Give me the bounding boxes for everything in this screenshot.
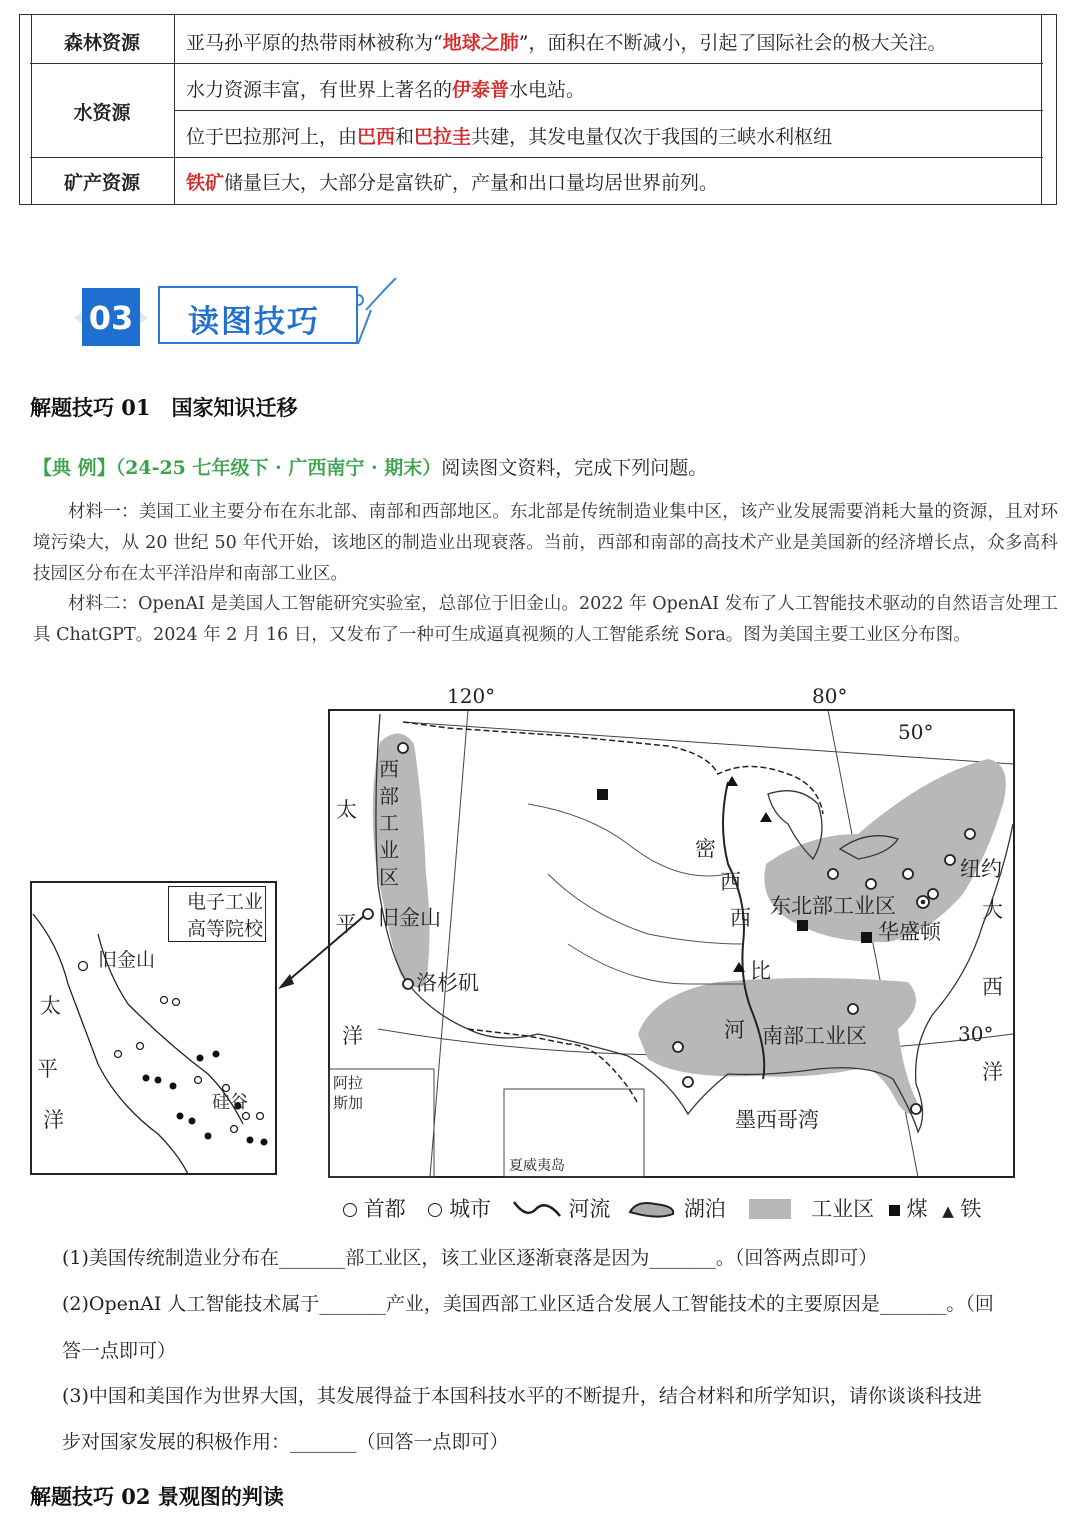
- industry-swatch-icon: [749, 1199, 791, 1219]
- atlantic-char-2: 西: [982, 975, 1003, 999]
- river-char-4: 比: [750, 959, 771, 983]
- legend-iron: 铁: [960, 1197, 982, 1221]
- row-text-forest: 亚马孙平原的热带雨林被称为“地球之肺”，面积在不断减小，引起了国际社会的极大关注。: [186, 32, 947, 54]
- dc-label: 华盛顿: [878, 920, 941, 944]
- row-text-water-1: 水力资源丰富，有世界上著名的伊泰普水电站。: [186, 79, 586, 101]
- inset-sf-label: 旧金山: [98, 949, 156, 971]
- atlantic-char-1: 大: [982, 898, 1003, 922]
- question-2-line-2: 答一点即可）: [62, 1340, 177, 1362]
- capital-symbol-icon: [343, 1203, 357, 1217]
- inset-pacific-2: 平: [37, 1057, 58, 1081]
- city-symbol-icon: [428, 1203, 442, 1217]
- hawaii-label: 夏威夷岛: [509, 1158, 565, 1174]
- river-symbol-icon: [512, 1198, 562, 1220]
- pacific-char-2: 平: [336, 912, 357, 936]
- lon-80-label: 80°: [812, 684, 848, 708]
- ny-label: 纽约: [960, 857, 1002, 881]
- west-region-label: 西 部 工 业 区: [379, 757, 399, 889]
- inset-legend: [168, 886, 266, 942]
- example-tag: 【典 例】: [33, 457, 116, 479]
- atlantic-char-3: 洋: [982, 1060, 1003, 1084]
- question-2-line-1: (2)OpenAI 人工智能技术属于_______产业，美国西部工业区适合发展人工智能技术的主要原因是_______。（回: [62, 1293, 994, 1315]
- river-char-1: 密: [695, 837, 716, 861]
- row-text-water-2: 位于巴拉那河上，由巴西和巴拉圭共建，其发电量仅次于我国的三峡水利枢纽: [186, 126, 833, 148]
- river-char-5: 河: [724, 1018, 745, 1042]
- lat-30-label: 30°: [958, 1022, 994, 1046]
- inset-pacific-1: 太: [40, 994, 61, 1018]
- banner-number: 03: [82, 288, 140, 346]
- inset-pacific-3: 洋: [43, 1108, 64, 1132]
- northeast-zone-label: 东北部工业区: [770, 894, 896, 918]
- table-row-divider: [174, 110, 1043, 111]
- lon-120-label: 120°: [447, 684, 496, 708]
- row-header-mineral: 矿产资源: [63, 172, 140, 194]
- legend-city: 城市: [449, 1197, 492, 1221]
- iron-symbol-icon: ▲: [942, 1202, 954, 1220]
- arrow-head: [278, 974, 294, 989]
- south-zone-label: 南部工业区: [762, 1024, 867, 1048]
- lake-symbol-icon: [627, 1198, 677, 1220]
- la-label: 洛杉矶: [416, 971, 479, 995]
- question-1: (1)美国传统制造业分布在_______部工业区，该工业区逐渐衰落是因为_______。（回答两点即可）: [62, 1247, 878, 1269]
- question-3-line-2: 步对国家发展的积极作用：_______（回答一点即可）: [62, 1431, 509, 1453]
- legend-industry: 工业区: [811, 1197, 875, 1221]
- river-char-2: 西: [720, 870, 741, 894]
- silicon-valley-label: 硅谷: [212, 1092, 248, 1113]
- legend-lake: 湖泊: [683, 1197, 726, 1221]
- inset-legend-electronics: 电子工业: [187, 891, 264, 913]
- section-heading: 解题技巧 01 国家知识迁移: [30, 395, 298, 420]
- row-text-mineral: 铁矿储量巨大，大部分是富铁矿，产量和出口量均居世界前列。: [186, 172, 719, 194]
- table-row-divider: [30, 63, 1043, 64]
- legend-capital: 首都: [363, 1197, 406, 1221]
- section-heading-2: 解题技巧 02 景观图的判读: [30, 1484, 284, 1509]
- row-header-forest: 森林资源: [63, 32, 140, 54]
- banner-title: 读图技巧: [188, 304, 320, 340]
- question-3-line-1: (3)中国和美国作为世界大国，其发展得益于本国科技水平的不断提升，结合材料和所学知识，请你谈谈科技进: [62, 1385, 982, 1407]
- example-source: （24-25 七年级下 · 广西南宁 · 期末）: [115, 457, 442, 479]
- map-legend: [343, 1193, 981, 1223]
- river-char-3: 西: [730, 906, 751, 930]
- row-header-water: 水资源: [73, 102, 131, 124]
- sf-label: 旧金山: [378, 906, 441, 930]
- material-two: 材料二：OpenAI 是美国人工智能研究实验室，总部位于旧金山。2022 年 OpenAI 发布了人工智能技术驱动的自然语言处理工具 ChatGPT。2024 年 2 月 16 日，又发布了一种可生成逼真视频的人工智能系统 Sora。图为美国主要工业区分布图。: [33, 594, 1058, 645]
- legend-river: 河流: [568, 1197, 611, 1221]
- us-industry-map: [28, 684, 1028, 1224]
- lat-50-label: 50°: [898, 720, 934, 744]
- gulf-label: 墨西哥湾: [735, 1108, 819, 1132]
- legend-coal: 煤: [906, 1197, 928, 1221]
- inset-legend-college: 高等院校: [187, 918, 264, 940]
- pacific-char-3: 洋: [342, 1024, 363, 1048]
- coal-symbol-icon: [889, 1205, 900, 1216]
- pacific-char-1: 太: [336, 798, 357, 822]
- alaska-label: 阿拉斯加: [333, 1074, 364, 1112]
- table-row-divider: [30, 157, 1043, 158]
- example-prompt: 阅读图文资料，完成下列问题。: [441, 457, 708, 479]
- material-one: 材料一：美国工业主要分布在东北部、南部和西部地区。东北部是传统制造业集中区，该产业发展需要消耗大量的资源，且对环境污染大，从 20 世纪 50 年代开始，该地区的制造业出现衰落。当前，西部和南部的高技术产业是美国新的经济增长点，众多高科技园区分布在太平洋沿岸和南部工业区。: [33, 502, 1058, 584]
- example-line: [33, 453, 707, 480]
